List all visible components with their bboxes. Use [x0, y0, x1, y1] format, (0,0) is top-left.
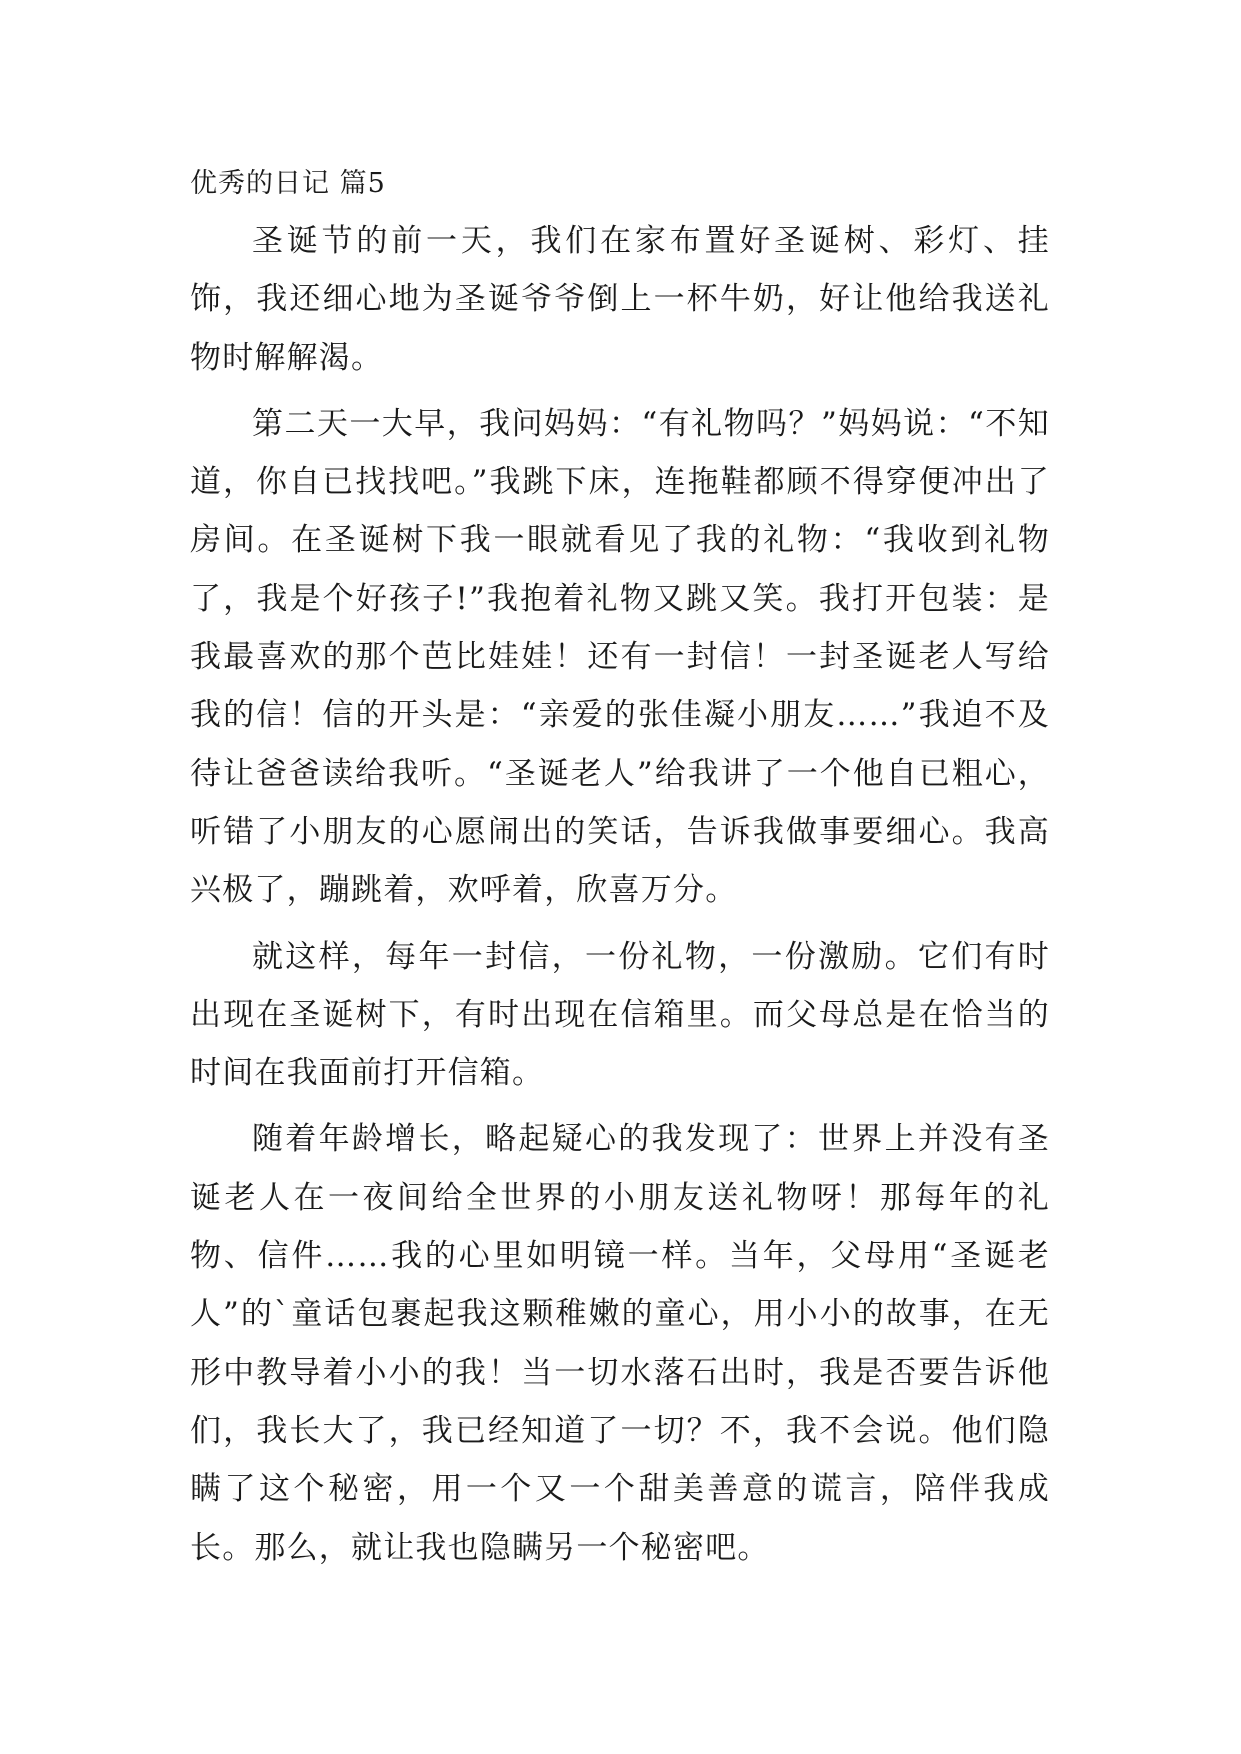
document-page: [190, 164, 1050, 1585]
paragraph-3: 就这样，每年一封信，一份礼物，一份激励。它们有时出现在圣诞树下，有时出现在信箱里。而父母总是在恰当的时间在我面前打开信箱。: [190, 938, 1050, 1092]
paragraph-1: 圣诞节的前一天，我们在家布置好圣诞树、彩灯、挂饰，我还细心地为圣诞爷爷倒上一杯牛奶，好让他给我送礼物时解解渴。: [190, 223, 1050, 376]
paragraph-4: 随着年龄增长，略起疑心的我发现了：世界上并没有圣诞老人在一夜间给全世界的小朋友送礼物呀！那每年的礼物、信件……我的心里如明镜一样。当年，父母用“圣诞老人”的`童话包裹起我这颗稚嫩的童心，用小小的故事，在无形中教导着小小的我！当一切水落石出时，我是否要告诉他们，我长大了，我已经知道了一切？不，我不会说。他们隐瞒了这个秘密，用一个又一个甜美善意的谎言，陪伴我成长。那么，就让我也隐瞒另一个秘密吧。: [190, 1121, 1050, 1566]
paragraph-2: 第二天一大早，我问妈妈：“有礼物吗？”妈妈说：“不知道，你自已找找吧。”我跳下床，连拖鞋都顾不得穿便冲出了房间。在圣诞树下我一眼就看见了我的礼物：“我收到礼物了，我是个好孩子!”我抱着礼物又跳又笑。我打开包装：是我最喜欢的那个芭比娃娃！还有一封信！一封圣诞老人写给我的信！信的开头是：“亲爱的张佳凝小朋友……”我迫不及待让爸爸读给我听。“圣诞老人”给我讲了一个他自已粗心，听错了小朋友的心愿闹出的笑话，告诉我做事要细心。我高兴极了，蹦跳着，欢呼着，欣喜万分。: [190, 405, 1050, 909]
document-title: 优秀的日记 篇5: [190, 168, 386, 199]
